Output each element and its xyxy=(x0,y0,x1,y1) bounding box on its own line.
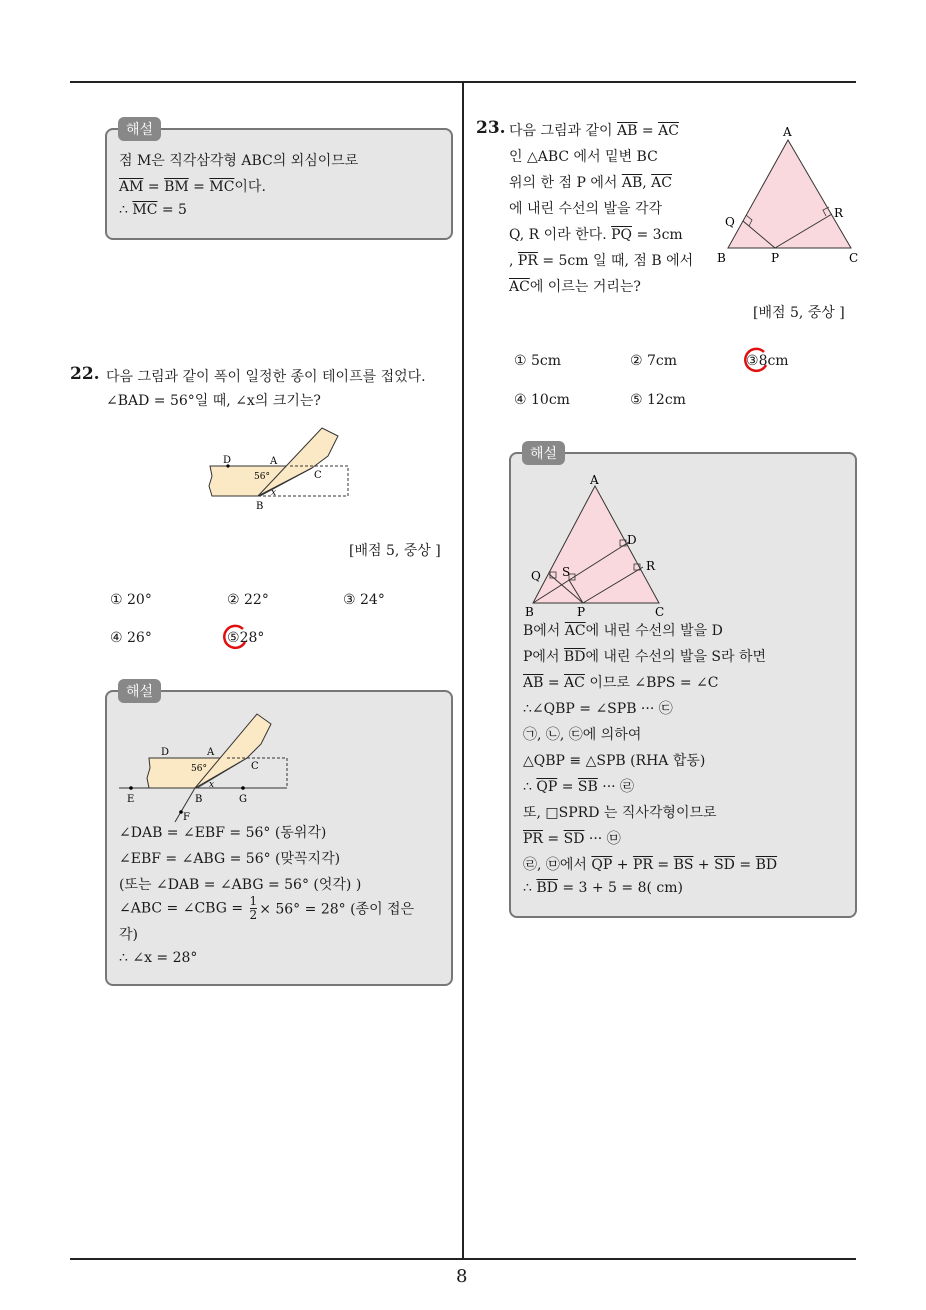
sol22-label-d: D xyxy=(161,747,170,758)
q23-line6-head: , xyxy=(509,253,518,269)
q23-triangle xyxy=(728,140,851,248)
center-divider xyxy=(462,83,464,1259)
sol22-label-x: x xyxy=(209,780,215,790)
sol22-point-g xyxy=(241,786,245,790)
q23-pq: $\overline{PQ}$ xyxy=(611,227,633,243)
q23-ab: $\overline{AB}$ xyxy=(617,123,638,139)
sol23-line9 xyxy=(523,828,621,848)
sol22-label-f: F xyxy=(183,812,190,823)
sol23-l9-pr: $\overline{PR}$ xyxy=(523,831,543,847)
sol23-l3-tail: 이므로 ∠BPS = ∠C xyxy=(584,675,719,691)
q22-label-b: B xyxy=(256,501,264,512)
sol21-line1: 점 M은 직각삼각형 ABC의 외심이므로 xyxy=(119,153,359,169)
q23-choice-4[interactable]: ④ 10cm xyxy=(514,392,570,408)
sol22-line3: (또는 ∠DAB = ∠ABG = 56° (엇각) ) xyxy=(119,877,362,893)
q22-label-a: A xyxy=(270,456,278,467)
sol23-l1-ac: $\overline{AC}$ xyxy=(564,623,586,639)
q22-label-x: x xyxy=(271,488,277,498)
sol23-line5: ㉠, ㉡, ㉢에 의하여 xyxy=(523,727,642,743)
sol23-l9-sd: $\overline{SD}$ xyxy=(563,831,585,847)
sol22-line6: ∴ ∠x = 28° xyxy=(119,950,198,966)
sol23-l7-a: ∴ xyxy=(523,779,537,795)
sol22-label-a: A xyxy=(207,747,215,758)
q23-line3-head: 위의 한 점 P 에서 xyxy=(509,175,622,191)
sol23-label-c: C xyxy=(655,605,665,619)
q23-label-r: R xyxy=(834,206,844,220)
sol23-label-r: R xyxy=(646,559,656,573)
sol23-l7-qp: $\overline{QP}$ xyxy=(536,779,558,795)
sol22-label-c: C xyxy=(251,761,259,772)
sol23-l2-c: 에 내린 수선의 발을 S라 하면 xyxy=(585,649,767,665)
page-number: 8 xyxy=(456,1266,468,1287)
sol23-line1 xyxy=(523,620,723,640)
q23-choice-5[interactable]: ⑤ 12cm xyxy=(630,392,686,408)
sol22-label-e: E xyxy=(127,794,135,805)
q23-pr: $\overline{PR}$ xyxy=(517,253,538,269)
sol22-label-g: G xyxy=(239,794,247,805)
q22-choice-4[interactable]: ④ 26° xyxy=(110,630,152,646)
sol23-l7-tail: ··· ㉣ xyxy=(597,779,635,795)
sol23-triangle xyxy=(533,486,659,603)
sol21-line2-tail: 이다. xyxy=(234,179,266,195)
q23-line2: 인 △ABC 에서 밑변 BC xyxy=(509,149,658,165)
sol23-l10-eq2: = xyxy=(734,857,756,873)
sol23-l3-ac: $\overline{AC}$ xyxy=(564,675,585,691)
q22-choice-5-mark: ⑤ xyxy=(227,630,240,646)
q23-answer-circle xyxy=(740,346,770,376)
sol23-l1-a: B에서 xyxy=(523,623,565,639)
sol23-l3-eq: = xyxy=(543,675,565,691)
solution-23-tag: 해설 xyxy=(522,441,565,465)
sol21-eq1: = xyxy=(143,179,165,195)
sol22-frac-num: 1 xyxy=(249,894,258,908)
sol22-line4 xyxy=(119,895,414,922)
sol23-l10-qp: $\overline{QP}$ xyxy=(591,857,613,873)
sol23-l10-a: ㉣, ㉤에서 xyxy=(523,857,592,873)
sol23-label-p: P xyxy=(577,605,586,619)
sol21-therefore: ∴ xyxy=(119,202,133,218)
sol23-line2 xyxy=(523,646,766,666)
sol21-am: $\overline{AM}$ xyxy=(119,179,144,195)
sol22-frac-den: 2 xyxy=(249,908,258,922)
q23-ab2: $\overline{AB}$ xyxy=(621,175,643,191)
sol23-label-q: Q xyxy=(531,569,541,583)
sol23-l7-eq: = xyxy=(557,779,578,795)
sol23-l10-plus1: + xyxy=(612,857,633,873)
sol21-eq2: = xyxy=(188,179,210,195)
q23-line3 xyxy=(509,172,672,192)
sol21-result: = 5 xyxy=(157,202,187,218)
sol23-l2-bd: $\overline{BD}$ xyxy=(563,649,586,665)
q22-choice-3[interactable]: ③ 24° xyxy=(343,592,385,608)
q22-score: [배점 5, 중상 ] xyxy=(349,543,441,559)
q22-text2: ∠BAD = 56°일 때, ∠x의 크기는? xyxy=(106,393,321,409)
q23-line4: 에 내린 수선의 발을 각각 xyxy=(509,201,663,217)
q22-answer-circle xyxy=(219,623,249,653)
sol22-label-b: B xyxy=(195,794,203,805)
sol23-label-s: S xyxy=(562,565,571,579)
sol23-line4: ∴∠QBP = ∠SPB ··· ㉢ xyxy=(523,701,673,717)
q23-choice-2[interactable]: ② 7cm xyxy=(630,353,678,369)
sol23-line11 xyxy=(523,880,683,896)
q22-choice-1[interactable]: ① 20° xyxy=(110,592,152,608)
sol22-line2: ∠EBF = ∠ABG = 56° (맞꼭지각) xyxy=(119,851,341,867)
q23-ac: $\overline{AC}$ xyxy=(658,123,679,139)
sol23-l3-ab: $\overline{AB}$ xyxy=(523,675,544,691)
q23-number: 23. xyxy=(476,118,506,138)
sol23-line8: 또, □SPRD 는 직사각형이므로 xyxy=(523,805,717,821)
sol23-l9-tail: ··· ㉤ xyxy=(584,831,621,847)
sol22-fraction xyxy=(250,895,258,922)
sol23-l10-pr: $\overline{PR}$ xyxy=(632,857,653,873)
sol21-mc2: $\overline{MC}$ xyxy=(132,202,158,218)
q23-line6 xyxy=(509,250,693,270)
sol22-line4-head: ∠ABC = ∠CBG = xyxy=(119,900,248,917)
q23-pr-value: = 5cm 일 때, 점 B 에서 xyxy=(537,253,694,269)
q23-label-p: P xyxy=(771,251,780,265)
sol21-line2 xyxy=(119,176,266,196)
q23-line1 xyxy=(509,120,679,140)
q22-figure xyxy=(200,420,360,515)
solution-21-tag: 해설 xyxy=(118,117,161,141)
q23-choice-1[interactable]: ① 5cm xyxy=(514,353,562,369)
q23-eq: = xyxy=(637,123,659,139)
sol23-l9-eq: = xyxy=(542,831,564,847)
q23-ac2: $\overline{AC}$ xyxy=(651,175,672,191)
sol23-label-d: D xyxy=(627,533,637,547)
sol22-line4-tail: × 56° = 28° (종이 접은 xyxy=(259,901,415,918)
sol23-l2-a: P에서 xyxy=(523,649,564,665)
sol23-l1-c: 에 내린 수선의 발을 D xyxy=(585,623,723,639)
sol23-l10-bd: $\overline{BD}$ xyxy=(755,857,778,873)
sol23-line6: △QBP ≡ △SPB (RHA 합동) xyxy=(523,753,706,769)
q22-label-d: D xyxy=(223,455,232,466)
q23-figure xyxy=(715,122,865,267)
bottom-rule xyxy=(70,1258,856,1260)
sol22-figure xyxy=(117,710,297,823)
q23-ac3: $\overline{AC}$ xyxy=(509,279,530,295)
sol22-line5: 각) xyxy=(119,927,138,943)
sol23-l11-tail: = 3 + 5 = 8( cm) xyxy=(557,880,683,896)
sol23-l11-bd: $\overline{BD}$ xyxy=(536,880,558,896)
q23-pq-value: = 3cm xyxy=(632,227,683,243)
sol23-l7-sb: $\overline{SB}$ xyxy=(577,779,598,795)
solution-22-tag: 해설 xyxy=(118,679,161,703)
sol23-figure xyxy=(519,473,679,619)
q23-score: [배점 5, 중상 ] xyxy=(753,305,845,321)
q22-label-c: C xyxy=(314,470,322,481)
q23-answer-circle-stroke xyxy=(745,349,766,371)
sol23-label-b: B xyxy=(525,605,534,619)
q22-label-angle: 56° xyxy=(254,472,270,482)
q23-label-a: A xyxy=(783,125,792,139)
sol21-line3 xyxy=(119,202,187,218)
q23-line5-head: Q, R 이라 한다. xyxy=(509,227,612,243)
q23-label-q: Q xyxy=(725,215,735,229)
sol21-mc: $\overline{MC}$ xyxy=(209,179,235,195)
q22-answer-circle-stroke xyxy=(224,626,245,648)
q23-line5 xyxy=(509,224,683,244)
q22-choice-2[interactable]: ② 22° xyxy=(227,592,269,608)
sol21-bm: $\overline{BM}$ xyxy=(164,179,189,195)
q23-label-b: B xyxy=(717,251,726,265)
sol22-line1: ∠DAB = ∠EBF = 56° (동위각) xyxy=(119,825,327,841)
q23-line7-tail: 에 이르는 거리는? xyxy=(529,279,641,295)
sol23-line7 xyxy=(523,776,634,796)
q23-choice-3-value: 8cm xyxy=(758,353,789,369)
q23-label-c: C xyxy=(849,251,859,265)
q22-text1: 다음 그림과 같이 폭이 일정한 종이 테이프를 접었다. xyxy=(106,369,426,385)
sol23-l11-a: ∴ xyxy=(523,880,537,896)
q23-line7 xyxy=(509,276,641,296)
sol23-l10-bs: $\overline{BS}$ xyxy=(673,857,694,873)
sol23-l10-plus2: + xyxy=(693,857,715,873)
q23-choice-3-mark: ③ xyxy=(746,353,759,369)
sol22-label-angle: 56° xyxy=(191,764,207,774)
q22-choice-5-value: 28° xyxy=(239,630,265,646)
q23-sep: , xyxy=(642,175,652,191)
sol22-point-e xyxy=(129,786,133,790)
solution-22-box xyxy=(105,690,453,986)
sol23-line10 xyxy=(523,854,777,874)
sol23-label-a: A xyxy=(590,473,599,487)
solution-21-box xyxy=(105,128,453,240)
q23-line1-head: 다음 그림과 같이 xyxy=(509,123,618,139)
sol23-line3 xyxy=(523,672,718,692)
sol23-l10-sd: $\overline{SD}$ xyxy=(714,857,735,873)
solution-23-box xyxy=(509,452,857,918)
q22-number: 22. xyxy=(70,364,100,384)
sol23-l10-eq1: = xyxy=(652,857,674,873)
